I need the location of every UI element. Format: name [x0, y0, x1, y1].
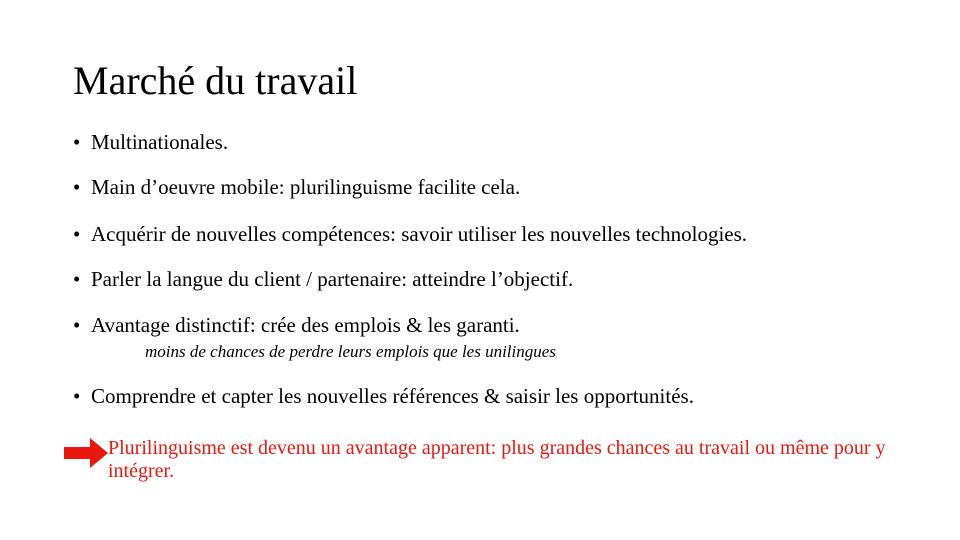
bullet-text: Main d’oeuvre mobile: plurilinguisme facilite cela. [91, 175, 521, 199]
bullet-item-opportunites [73, 382, 694, 410]
bullet-item-competences [73, 220, 747, 248]
bullet-dot: • [73, 384, 81, 408]
bullet-dot: • [73, 313, 81, 337]
bullet-text: Comprendre et capter les nouvelles références & saisir les opportunités. [91, 384, 694, 408]
bullet-item-langue-client [73, 265, 573, 293]
bullet-item-avantage [73, 311, 520, 339]
bullet-text: Multinationales. [91, 130, 229, 154]
bullet-dot: • [73, 267, 81, 291]
bullet-item-main-oeuvre [73, 173, 520, 201]
bullet-dot: • [73, 222, 81, 246]
bullet-item-multinationales [73, 128, 228, 156]
conclusion-text: Plurilinguisme est devenu un avantage apparent: plus grandes chances au travail ou même pour y intégrer. [108, 437, 886, 482]
bullet-text: Acquérir de nouvelles compétences: savoir utiliser les nouvelles technologies. [91, 222, 748, 246]
bullet-dot: • [73, 175, 81, 199]
bullet-sub-note: moins de chances de perdre leurs emplois que les unilingues [145, 342, 556, 361]
bullet-text: Avantage distinctif: crée des emplois & les garanti. [91, 313, 520, 337]
right-arrow-icon [64, 438, 108, 468]
page-title: Marché du travail [73, 58, 358, 103]
bullet-dot: • [73, 130, 81, 154]
bullet-text: Parler la langue du client / partenaire: atteindre l’objectif. [91, 267, 574, 291]
